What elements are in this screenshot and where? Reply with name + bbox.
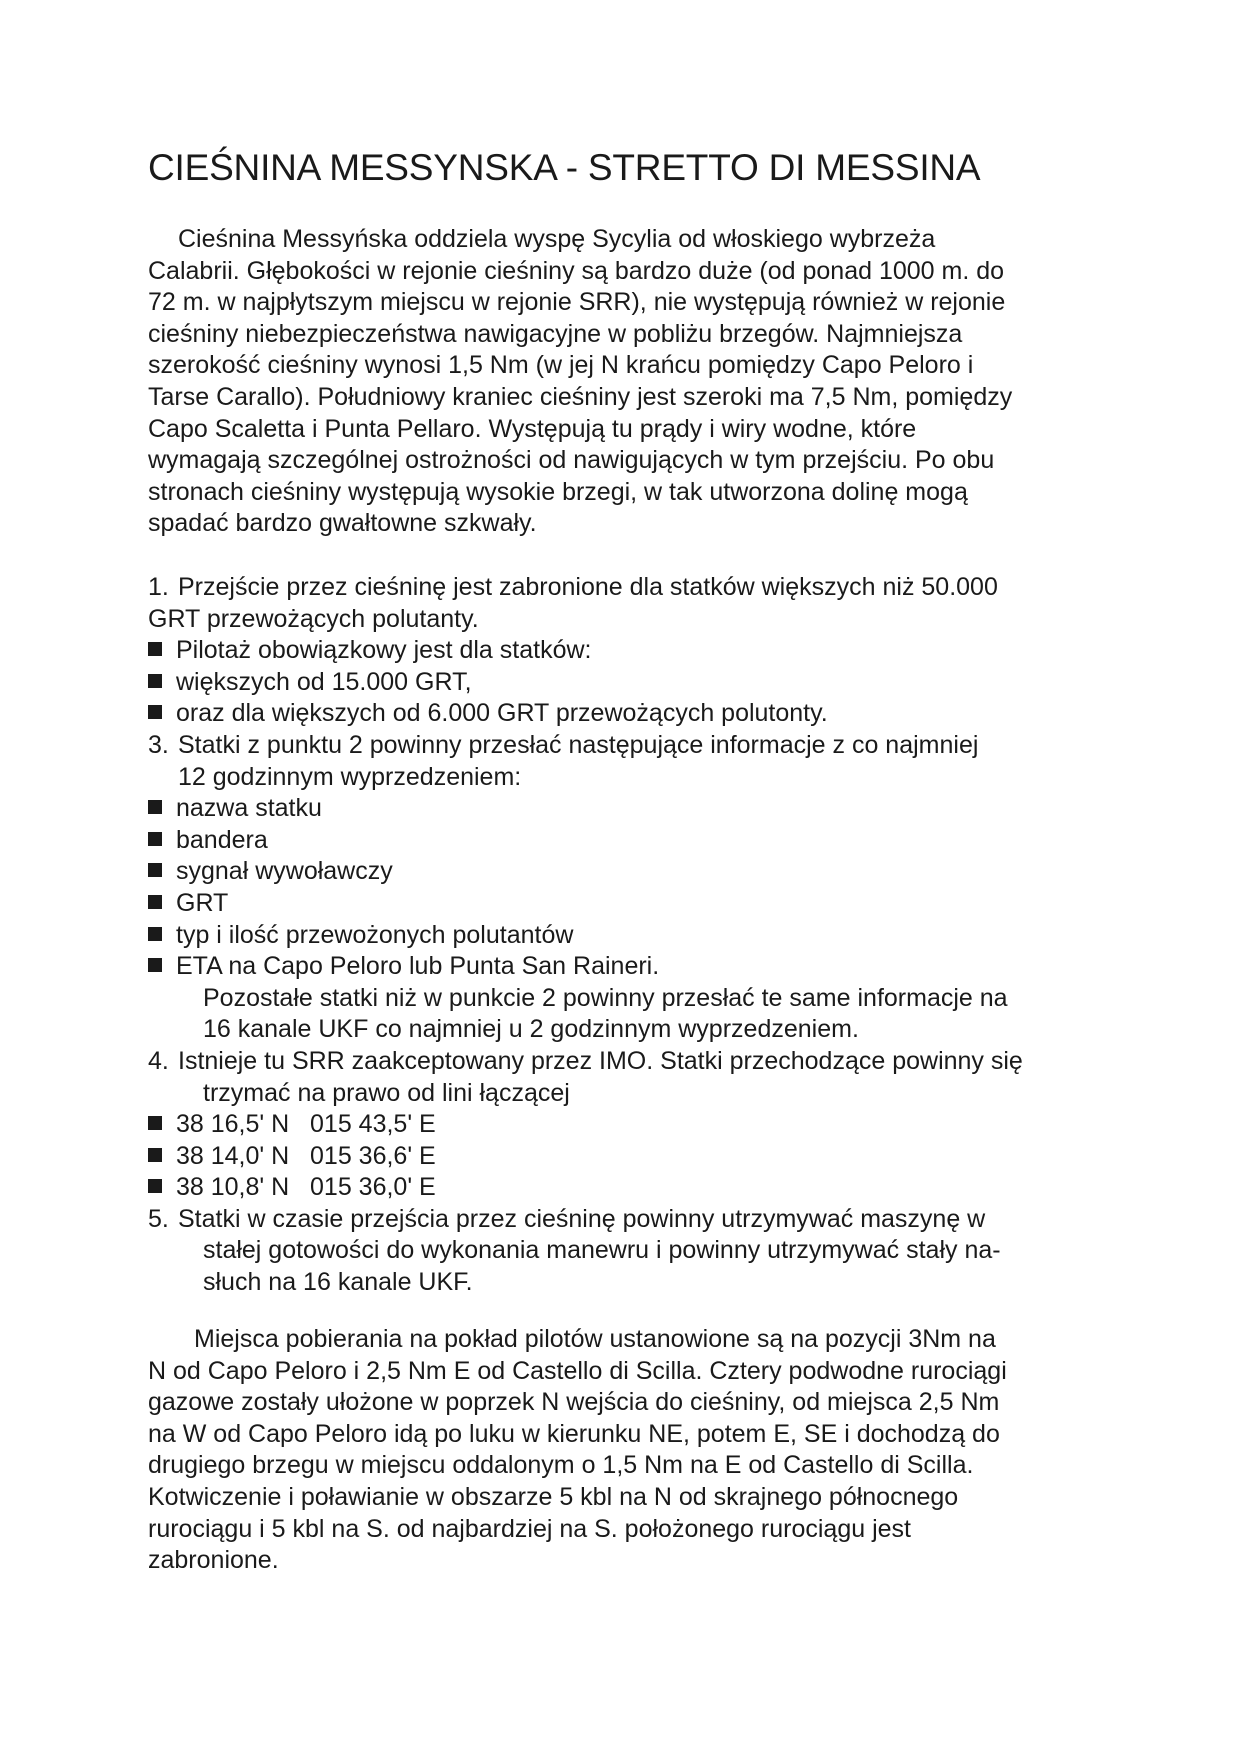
coordinate-item: [148, 1172, 1108, 1204]
text-line: sygnał wywoławczy: [176, 857, 393, 886]
square-bullet-icon: [148, 800, 162, 814]
text-line: Pilotaż obowiązkowy jest dla statków:: [176, 636, 592, 665]
text-line: Capo Scaletta i Punta Pellaro. Występują tu prądy i wiry wodne, które: [148, 414, 917, 443]
regulations-list: [148, 572, 1108, 1299]
square-bullet-icon: [148, 958, 162, 972]
square-bullet-icon: [148, 674, 162, 688]
list-item-1: [148, 572, 1108, 604]
text-line: Cieśnina Messyńska oddziela wyspę Sycylia od włoskiego wybrzeża: [178, 225, 936, 253]
text-line: Calabrii. Głębokości w rejonie cieśniny są bardzo duże (od ponad 1000 m. do: [148, 256, 1005, 285]
text-line: 72 m. w najpłytszym miejscu w rejonie SRR), nie występują również w rejonie: [148, 288, 1006, 317]
list-item-continuation: [148, 1014, 1108, 1046]
text-line: typ i ilość przewożonych polutantów: [176, 920, 574, 949]
text-line: spadać bardzo gwałtowne szkwały.: [148, 509, 537, 538]
list-item-continuation: [148, 1267, 1108, 1299]
square-bullet-icon: [148, 927, 162, 941]
item-number: 5.: [148, 1204, 169, 1233]
info-item: [148, 951, 1108, 983]
intro-paragraph: [148, 224, 1088, 540]
text-line: 12 godzinnym wyprzedzeniem:: [178, 762, 522, 791]
list-item-3: [148, 730, 1108, 762]
text-line: Przejście przez cieśninę jest zabronione dla statków większych niż 50.000: [178, 573, 998, 601]
square-bullet-icon: [148, 1116, 162, 1130]
info-item: [148, 825, 1108, 857]
text-line: GRT przewożących polutanty.: [148, 604, 479, 633]
text-line: stronach cieśniny występują wysokie brzegi, w tak utworzona dolinę mogą: [148, 477, 968, 506]
text-line: wymagają szczególnej ostrożności od nawigujących w tym przejściu. Po obu: [148, 446, 995, 475]
text-line: 38 10,8' N 015 36,0' E: [176, 1173, 436, 1202]
text-line: nazwa statku: [176, 794, 322, 823]
text-line: Miejsca pobierania na pokład pilotów ustanowione są na pozycji 3Nm na: [194, 1325, 996, 1353]
text-line: GRT: [176, 888, 229, 917]
list-item-5: [148, 1204, 1108, 1236]
list-item-pilotage-a: [148, 667, 1108, 699]
square-bullet-icon: [148, 863, 162, 877]
text-line: cieśniny niebezpieczeństwa nawigacyjne w pobliżu brzegów. Najmniejsza: [148, 319, 963, 348]
list-item-pilotage: [148, 635, 1108, 667]
text-line: Pozostałe statki niż w punkcie 2 powinny przesłać te same informacje na: [203, 983, 1008, 1012]
square-bullet-icon: [148, 832, 162, 846]
coordinate-item: [148, 1141, 1108, 1173]
text-line: Kotwiczenie i poławianie w obszarze 5 kbl na N od skrajnego północnego: [148, 1482, 959, 1511]
square-bullet-icon: [148, 642, 162, 656]
item-number: 4.: [148, 1046, 169, 1075]
text-line: bandera: [176, 825, 268, 854]
text-line: słuch na 16 kanale UKF.: [203, 1268, 473, 1297]
list-item-continuation: [148, 604, 1108, 636]
text-line: większych od 15.000 GRT,: [176, 667, 472, 696]
text-line: 38 16,5' N 015 43,5' E: [176, 1110, 436, 1139]
text-line: Istnieje tu SRR zaakceptowany przez IMO. Statki przechodzące powinny się: [178, 1046, 1023, 1075]
text-line: oraz dla większych od 6.000 GRT przewożących polutonty.: [176, 699, 828, 728]
text-line: rurociągu i 5 kbl na S. od najbardziej na S. położonego rurociągu jest: [148, 1514, 911, 1543]
square-bullet-icon: [148, 1148, 162, 1162]
info-item: [148, 920, 1108, 952]
text-line: Statki w czasie przejścia przez cieśninę powinny utrzymywać maszynę w: [178, 1204, 986, 1233]
text-line: stałej gotowości do wykonania manewru i powinny utrzymywać stały na-: [203, 1236, 1001, 1265]
text-line: zabronione.: [148, 1546, 279, 1575]
text-line: ETA na Capo Peloro lub Punta San Raineri.: [176, 952, 660, 981]
list-item-continuation: [148, 1078, 1108, 1110]
text-line: drugiego brzegu w miejscu oddalonym o 1,5 Nm na E od Castello di Scilla.: [148, 1451, 974, 1480]
text-line: gazowe zostały ułożone w poprzek N wejścia do cieśniny, od miejsca 2,5 Nm: [148, 1388, 1000, 1417]
page-title: CIEŚNINA MESSYNSKA - STRETTO DI MESSINA: [148, 147, 981, 188]
list-item-continuation: [148, 1235, 1108, 1267]
item-number: 1.: [148, 573, 169, 601]
text-line: Statki z punktu 2 powinny przesłać następujące informacje z co najmniej: [178, 730, 979, 759]
coordinate-item: [148, 1109, 1108, 1141]
info-item: [148, 888, 1108, 920]
text-line: 38 14,0' N 015 36,6' E: [176, 1141, 436, 1170]
text-line: szerokość cieśniny wynosi 1,5 Nm (w jej N krańcu pomiędzy Capo Peloro i: [148, 351, 974, 380]
text-line: 16 kanale UKF co najmniej u 2 godzinnym wyprzedzeniem.: [203, 1015, 859, 1044]
text-line: trzymać na prawo od lini łączącej: [203, 1078, 570, 1107]
list-item-pilotage-b: [148, 698, 1108, 730]
item-number: 3.: [148, 730, 169, 759]
pilots-paragraph: [148, 1324, 1088, 1577]
list-item-4: [148, 1046, 1108, 1078]
list-item-continuation: [148, 762, 1108, 794]
square-bullet-icon: [148, 895, 162, 909]
list-item-continuation: [148, 983, 1108, 1015]
info-item: [148, 793, 1108, 825]
text-line: na W od Capo Peloro idą po luku w kierunku NE, potem E, SE i dochodzą do: [148, 1419, 1000, 1448]
info-item: [148, 856, 1108, 888]
text-line: N od Capo Peloro i 2,5 Nm E od Castello di Scilla. Cztery podwodne rurociągi: [148, 1356, 1007, 1385]
square-bullet-icon: [148, 1179, 162, 1193]
text-line: Tarse Carallo). Południowy kraniec cieśniny jest szeroki ma 7,5 Nm, pomiędzy: [148, 382, 1013, 411]
square-bullet-icon: [148, 705, 162, 719]
